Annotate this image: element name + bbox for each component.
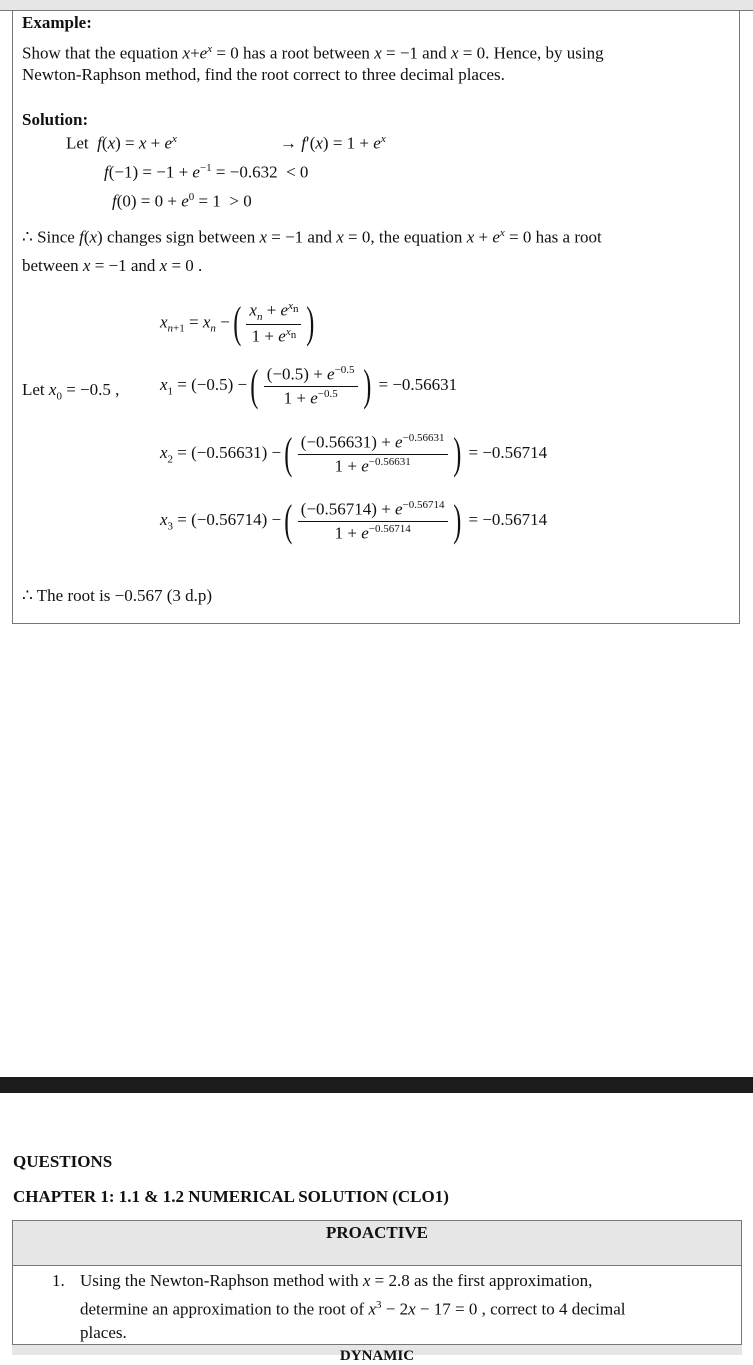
question-number: 1. [52,1271,65,1290]
problem-line-1: Show that the equation $x+e^x = 0$ has a root between x = −1 and x = 0. Hence, by using [22,43,604,63]
iteration-x2: $x_2 = (-0.56631)$ −( $\frac{(-0.56631) + e^{-0.56631}}{1 + e^{-0.56631}}$ ) = −0.56714 [160,429,548,479]
between-line: between x = −1 and x = 0 . [22,256,203,275]
solution-heading: Solution: [22,110,89,129]
f-definition: Let $f(x) = x + e^x$ [66,133,177,153]
let-x0: Let $x_0 = -0.5$ , [22,380,120,403]
chapter-heading: CHAPTER 1: 1.1 & 1.2 NUMERICAL SOLUTION (CLO1) [13,1187,449,1206]
example-heading: Example: [22,13,92,32]
question-1-line-1: Using the Newton-Raphson method with x = 2.8 as the first approximation, [80,1271,593,1290]
question-1-line-3: places. [80,1323,127,1342]
question-1-line-2: determine an approximation to the root of $x^3 - 2x - 17 = 0$ , correct to 4 decimal [80,1299,626,1319]
f-zero: $f(0) = 0 + e^0 = 1 > 0$ [112,191,252,211]
newton-formula: $x_{n+1} = x_n$ −( $\frac{x_n + e^{x_n}}{1 + e^{x_n}}$ ) [160,298,315,348]
dynamic-header-cell [12,1344,742,1364]
questions-heading: QUESTIONS [13,1152,113,1171]
iteration-x1: $x_1 = (-0.5)$ −( $\frac{(-0.5) + e^{-0.5}}{1 + e^{-0.5}}$ ) = −0.56631 [160,361,458,411]
f-minus-one: $f(-1) = -1 + e^{-1} = -0.632 < 0$ [104,162,309,182]
iteration-x3: $x_3 = (-0.56714)$ −( $\frac{(-0.56714) + e^{-0.56714}}{1 + e^{-0.56714}}$ ) = −0.56714 [160,496,548,546]
section-proactive: PROACTIVE [325,1223,428,1242]
section-dynamic: DYNAMIC [339,1348,415,1364]
fprime-definition: → $f'(x) = 1 + e^x$ [280,133,386,153]
conclusion: ∴ The root is −0.567 (3 d.p) [22,586,213,605]
problem-line-2: Newton-Raphson method, find the root correct to three decimal places. [22,65,505,84]
page-divider [0,1077,753,1093]
sign-change-line: ∴ Since f(x) changes sign between x = −1 and x = 0, the equation $x + e^x = 0$ has a root [22,227,602,247]
